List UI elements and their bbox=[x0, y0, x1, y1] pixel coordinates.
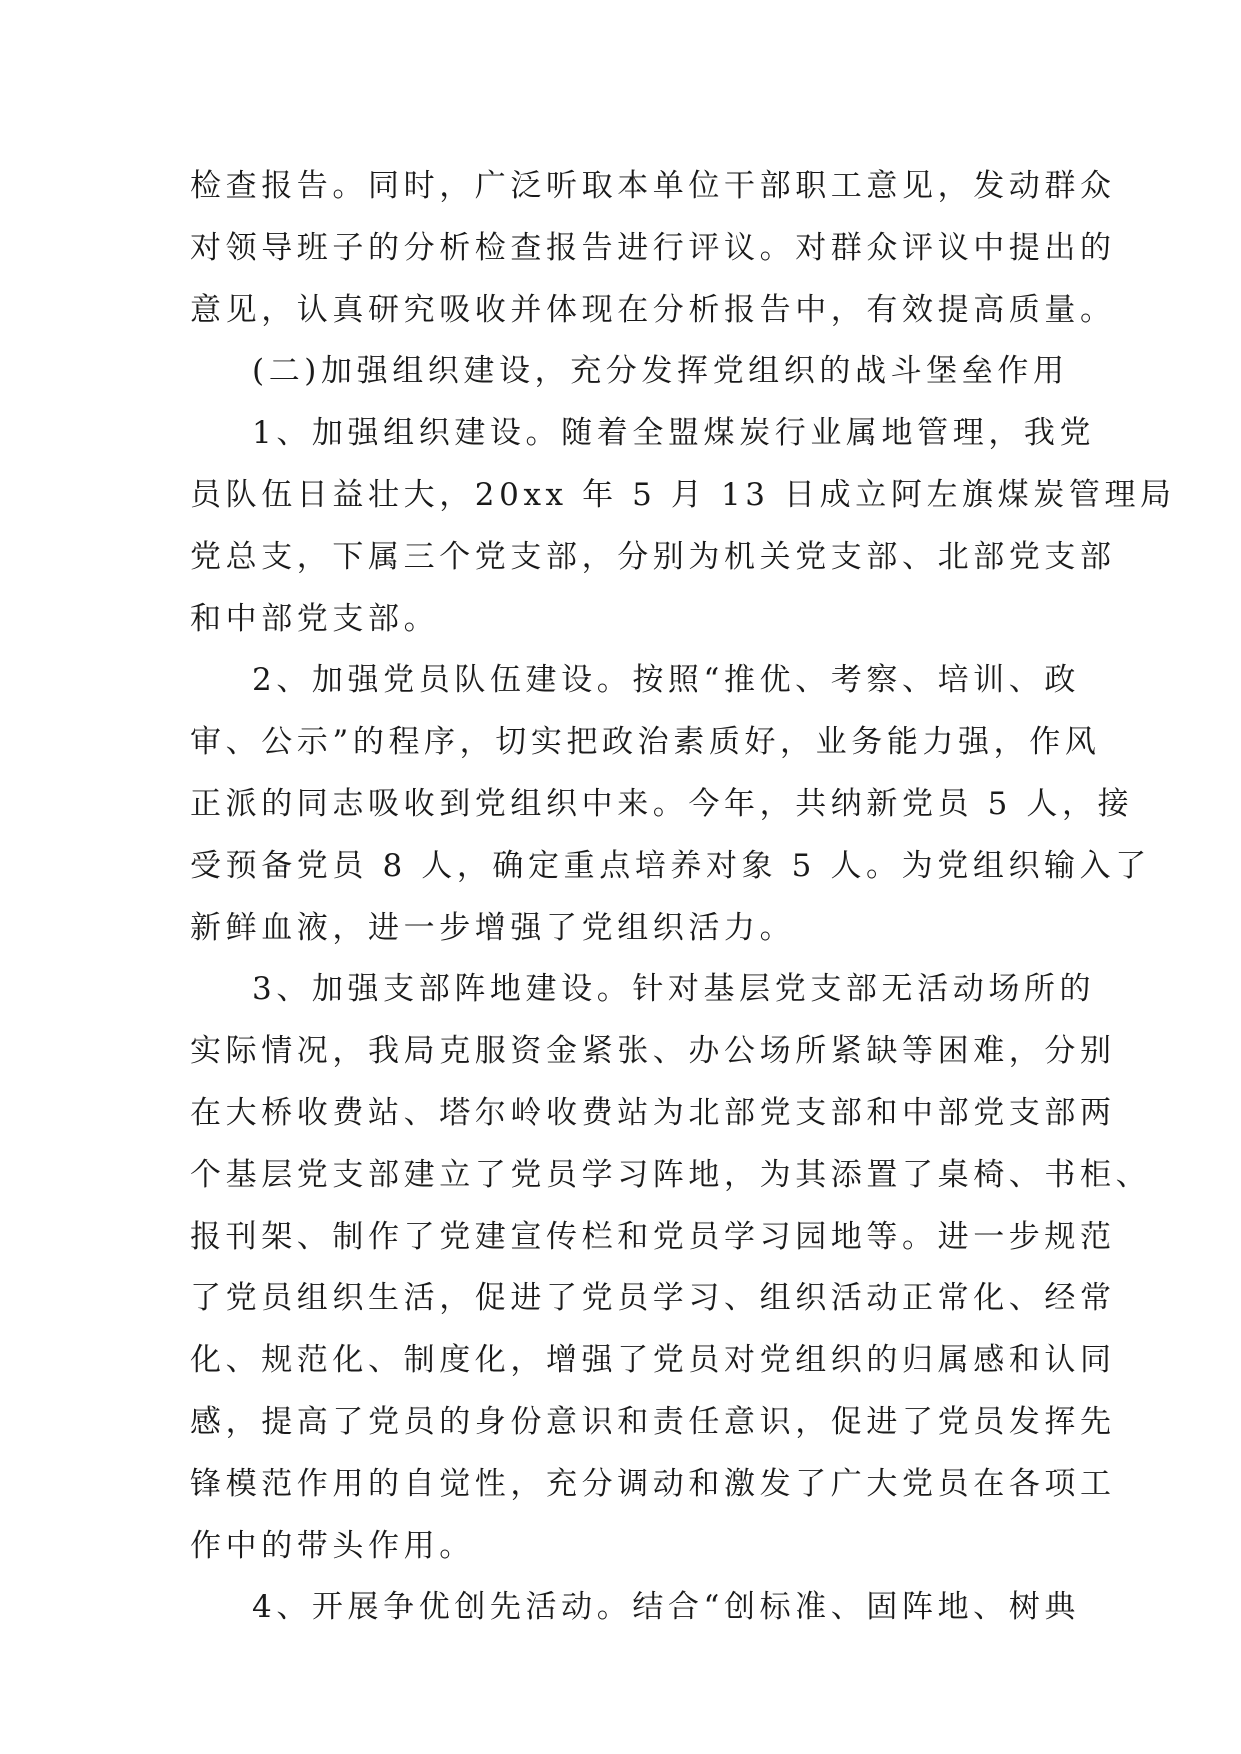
text-line: 新鲜血液，进一步增强了党组织活力。 bbox=[190, 909, 796, 946]
text-line: 党总支，下属三个党支部，分别为机关党支部、北部党支部 bbox=[190, 538, 1116, 575]
text-line: 和中部党支部。 bbox=[190, 600, 440, 637]
text-line: 感，提高了党员的身份意识和责任意识，促进了党员发挥先 bbox=[190, 1403, 1116, 1440]
text-line: 1、加强组织建设。随着全盟煤炭行业属地管理，我党 bbox=[252, 415, 1096, 452]
text-line: 实际情况，我局克服资金紧张、办公场所紧缺等困难，分别 bbox=[190, 1033, 1116, 1070]
text-line: 报刊架、制作了党建宣传栏和党员学习园地等。进一步规范 bbox=[190, 1218, 1116, 1255]
text-line: 对领导班子的分析检查报告进行评议。对群众评议中提出的 bbox=[190, 229, 1116, 266]
text-line: 锋模范作用的自觉性，充分调动和激发了广大党员在各项工 bbox=[190, 1465, 1116, 1502]
text-line: 个基层党支部建立了党员学习阵地，为其添置了桌椅、书柜、 bbox=[190, 1156, 1152, 1193]
section-heading: (二)加强组织建设，充分发挥党组织的战斗堡垒作用 bbox=[252, 353, 1069, 390]
document-body bbox=[190, 156, 1176, 1639]
text-line: 受预备党员 8 人，确定重点培养对象 5 人。为党组织输入了 bbox=[190, 847, 1151, 884]
text-line: 审、公示”的程序，切实把政治素质好，业务能力强，作风 bbox=[190, 724, 1101, 761]
text-line: 化、规范化、制度化，增强了党员对党组织的归属感和认同 bbox=[190, 1342, 1116, 1379]
text-line: 在大桥收费站、塔尔岭收费站为北部党支部和中部党支部两 bbox=[190, 1094, 1116, 1131]
text-line: 4、开展争优创先活动。结合“创标准、固阵地、树典 bbox=[252, 1589, 1080, 1626]
text-line: 2、加强党员队伍建设。按照“推优、考察、培训、政 bbox=[252, 662, 1080, 699]
text-line: 作中的带头作用。 bbox=[190, 1527, 475, 1564]
text-line: 员队伍日益壮大，20xx 年 5 月 13 日成立阿左旗煤炭管理局 bbox=[190, 476, 1176, 513]
text-line: 正派的同志吸收到党组织中来。今年，共纳新党员 5 人，接 bbox=[190, 785, 1134, 822]
text-line: 检查报告。同时，广泛听取本单位干部职工意见，发动群众 bbox=[190, 168, 1116, 204]
text-line: 3、加强支部阵地建设。针对基层党支部无活动场所的 bbox=[252, 971, 1096, 1008]
text-line: 意见，认真研究吸收并体现在分析报告中，有效提高质量。 bbox=[190, 291, 1116, 328]
text-line: 了党员组织生活，促进了党员学习、组织活动正常化、经常 bbox=[190, 1280, 1116, 1317]
